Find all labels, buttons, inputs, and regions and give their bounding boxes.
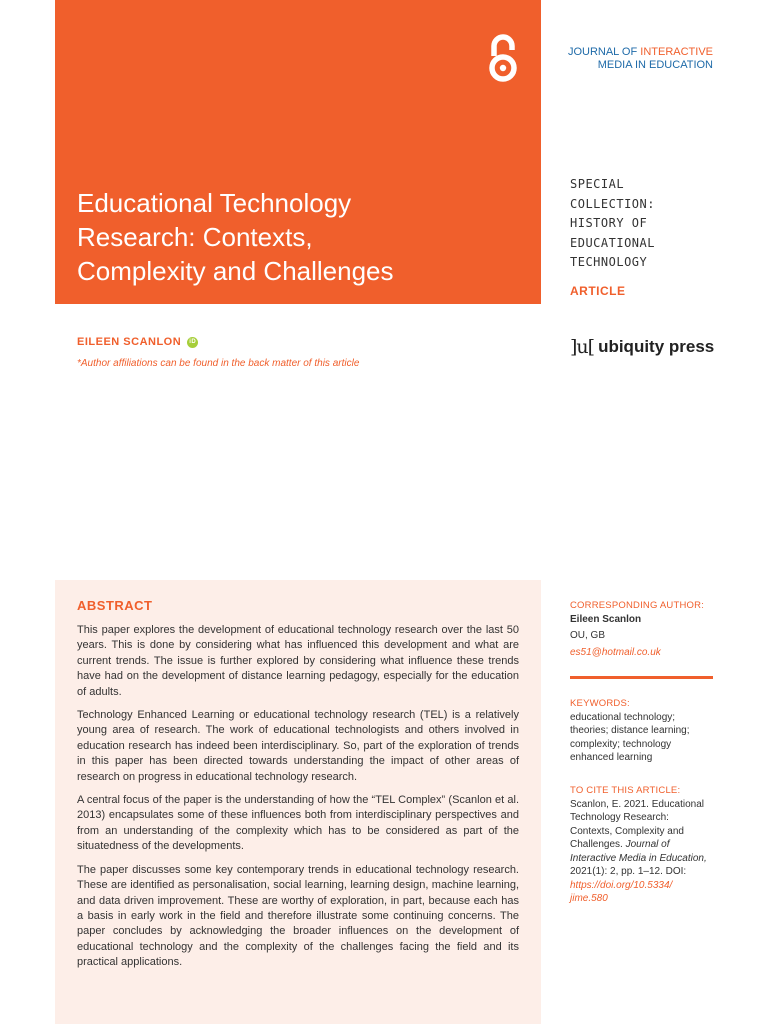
keyword-line: enhanced learning: [570, 752, 653, 763]
article-title: [77, 186, 517, 288]
citation-line: [570, 838, 713, 852]
abstract-section: [55, 580, 541, 1024]
corresponding-name: Eileen Scanlon: [570, 613, 642, 625]
collection-line: HISTORY OF: [570, 216, 648, 230]
publisher-name: ubiquity press: [598, 337, 715, 356]
citation-line: Contexts, Complexity and: [570, 825, 684, 837]
title-banner: [55, 0, 541, 304]
abstract-body: [77, 623, 519, 979]
abstract-paragraph: A central focus of the paper is the understanding of how the “TEL Complex” (Scanlon et al. 2013) encapsulates some of these influences both from interdisciplinary perspectives and from an understanding of the complexity which has to be considered as part of the situatedness of the developments.: [77, 794, 519, 853]
article-title-line: Complexity and Challenges: [77, 256, 394, 286]
citation-line: 2021(1): 2, pp. 1–12. DOI:: [570, 866, 687, 877]
keyword-line: theories; distance learning;: [570, 725, 690, 736]
abstract-paragraph: Technology Enhanced Learning or educational technology research (TEL) is a relatively young area of research. The work of educational technologists and others involved in education research has indeed been interdisciplinary. So, part of the exploration of trends in this paper has been directed towards understanding the impact of other areas of research on progress in educational technology research.: [77, 709, 519, 783]
keyword-line: complexity; technology: [570, 738, 672, 750]
journal-name-part: JOURNAL OF: [567, 46, 641, 58]
corresponding-email-link[interactable]: es51@hotmail.co.uk: [570, 646, 661, 658]
keyword-line: educational technology;: [570, 711, 676, 723]
article-type-label: ARTICLE: [570, 284, 626, 298]
collection-line: COLLECTION:: [570, 196, 655, 211]
collection-line: TECHNOLOGY: [570, 255, 648, 269]
doi-link[interactable]: jime.580: [570, 893, 608, 904]
orcid-icon[interactable]: iD: [187, 337, 198, 348]
collection-line: SPECIAL: [570, 177, 625, 191]
citation-journal: Interactive Media in Education,: [570, 852, 707, 864]
author-line: [77, 336, 198, 348]
special-collection: [570, 175, 720, 273]
keywords-block: [570, 697, 713, 765]
article-title-line: Educational Technology: [77, 188, 352, 218]
article-title-line: Research: Contexts,: [77, 222, 313, 252]
keywords-label: KEYWORDS:: [570, 698, 630, 709]
journal-name-part: MEDIA IN EDUCATION: [597, 59, 713, 71]
doi-link[interactable]: https://doi.org/10.5334/: [570, 879, 673, 891]
abstract-paragraph: This paper explores the development of educational technology research over the last 50 years. This is done by considering what has influenced this development and what are current trends. The issue is further explored by considering what influence these trends have had on the development of distance learning pedagogy, especially for the education of adults.: [77, 624, 519, 698]
open-access-icon: [485, 34, 521, 84]
abstract-paragraph: The paper discusses some key contemporary trends in educational technology research. These are identified as personalisation, social learning, learning design, machine learning, and data driven improvement. These are worthy of exploration, in part, because each has a basis in early work in the field and therefore illustrate some continuing concerns. The paper concludes by acknowledging the broader influences on the development of educational technology and the complexity of the challenges facing the field and its practical applications.: [77, 863, 519, 969]
section-divider: [570, 676, 713, 679]
affiliation-note: *Author affiliations can be found in the back matter of this article: [77, 358, 360, 369]
journal-name-accent: INTERACTIVE: [640, 46, 713, 58]
journal-name: [568, 46, 713, 72]
citation-text: Challenges.: [570, 839, 626, 850]
corresponding-label: CORRESPONDING AUTHOR:: [570, 600, 705, 611]
ubiquity-logo-icon: ]u[: [570, 336, 595, 358]
citation-line: Scanlon, E. 2021. Educational: [570, 798, 704, 810]
collection-line: EDUCATIONAL: [570, 235, 655, 250]
abstract-heading: ABSTRACT: [77, 598, 153, 613]
citation-line: Technology Research:: [570, 812, 669, 823]
citation-journal: Journal of: [625, 839, 670, 850]
author-name[interactable]: EILEEN SCANLON: [77, 336, 182, 348]
corresponding-affiliation: OU, GB: [570, 630, 606, 641]
citation-block: [570, 784, 713, 906]
publisher-logo: [570, 336, 714, 358]
corresponding-author: [570, 599, 713, 659]
citation-label: TO CITE THIS ARTICLE:: [570, 785, 681, 796]
